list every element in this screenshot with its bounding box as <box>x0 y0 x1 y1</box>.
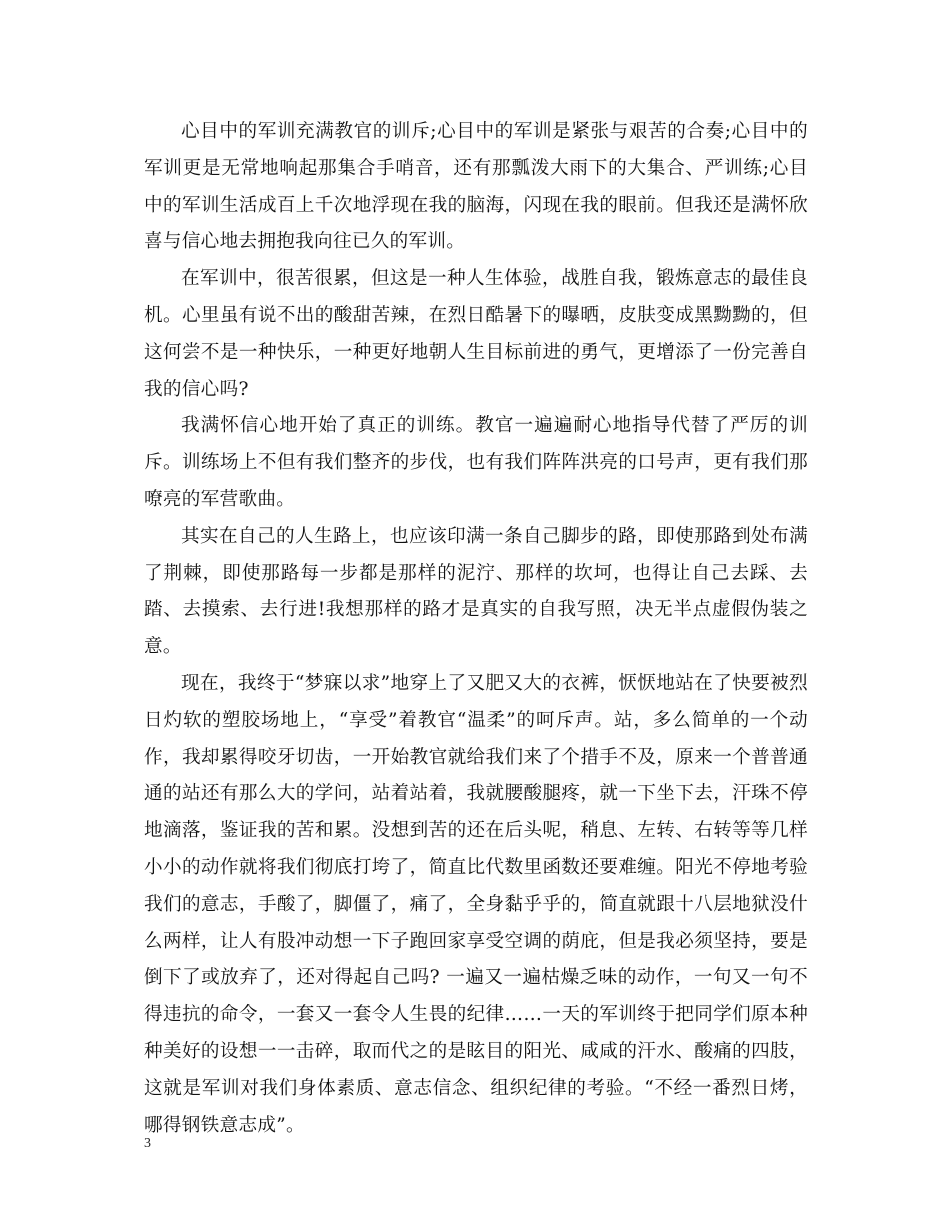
paragraph-3: 我满怀信心地开始了真正的训练。教官一遍遍耐心地指导代替了严厉的训斥。训练场上不但有我们整齐的步伐，也有我们阵阵洪亮的口号声，更有我们那嘹亮的军营歌曲。 <box>144 415 808 510</box>
page-number: 3 <box>144 1136 151 1151</box>
paragraph-1: 心目中的军训充满教官的训斥;心目中的军训是紧张与艰苦的合奏;心目中的军训更是无常地响起那集合手哨音，还有那瓢泼大雨下的大集合、严训练;心目中的军训生活成百上千次地浮现在我的脑海，闪现在我的眼前。但我还是满怀欣喜与信心地去拥抱我向往已久的军训。 <box>144 121 808 253</box>
paragraph-4: 其实在自己的人生路上，也应该印满一条自己脚步的路，即使那路到处布满了荆棘，即使那路每一步都是那样的泥泞、那样的坎坷，也得让自己去踩、去踏、去摸索、去行进!我想那样的路才是真实的自我写照，决无半点虚假伪装之意。 <box>144 525 808 658</box>
document-body <box>144 114 808 1144</box>
paragraph-2: 在军训中，很苦很累，但这是一种人生体验，战胜自我，锻炼意志的最佳良机。心里虽有说不出的酸甜苦辣，在烈日酷暑下的曝晒，皮肤变成黑黝黝的，但这何尝不是一种快乐，一种更好地朝人生目标前进的勇气，更增添了一份完善自我的信心吗? <box>144 268 808 400</box>
paragraph-5: 现在，我终于“梦寐以求”地穿上了又肥又大的衣裤，恹恹地站在了快要被烈日灼软的塑胶场地上，“享受”着教官“温柔”的呵斥声。站，多么简单的一个动作，我却累得咬牙切齿，一开始教官就给我们来了个措手不及，原来一个普普通通的站还有那么大的学问，站着站着，我就腰酸腿疼，就一下坐下去，汗珠不停地滴落，鉴证我的苦和累。没想到苦的还在后头呢，稍息、左转、右转等等几样小小的动作就将我们彻底打垮了，简直比代数里函数还要难缠。阳光不停地考验我们的意志，手酸了，脚僵了，痛了，全身黏乎乎的，简直就跟十八层地狱没什么两样，让人有股冲动想一下子跑回家享受空调的荫庇，但是我必须坚持，要是倒下了或放弃了，还对得起自己吗? 一遍又一遍枯燥乏味的动作，一句又一句不得违抗的命令，一套又一套令人生畏的纪律……一天的军训终于把同学们原本种种美好的设想一一击碎，取而代之的是眩目的阳光、咸咸的汗水、酸痛的四肢，这就是军训对我们身体素质、意志信念、组织纪律的考验。“不经一番烈日烤，哪得钢铁意志成”。 <box>144 672 808 1136</box>
